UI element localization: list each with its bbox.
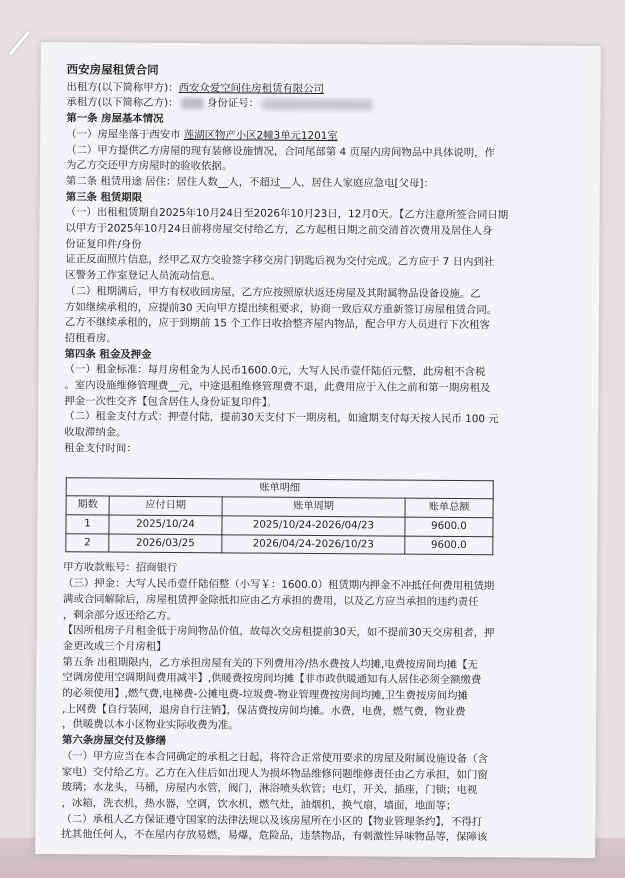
- section4-line5: 收取滞纳金。: [64, 426, 127, 439]
- col-bill-cycle: 账单周期: [222, 497, 405, 517]
- section5-line5: ，供暖费以本小区物业实际收费为准。: [62, 718, 239, 732]
- table-cell: 2: [66, 533, 109, 552]
- party-b-line: 承租方(以下简称乙方)： 身份证号：: [66, 96, 576, 115]
- deposit-line2: 满或合同解除后，房屋租赁押金除抵扣应由乙方承担的费用，以及乙方应当承担的违约责任: [62, 593, 479, 608]
- property-address: 莲湖区物产小区2幢3单元1201室: [183, 128, 338, 142]
- deposit-line1: （三）押金：大写人民币壹仟陆佰整（小写￥：1600.0）租赁期内押金不冲抵任何费用租赁期: [63, 577, 495, 593]
- table-cell: 1: [66, 515, 109, 534]
- bank-account-line: 甲方收款账号：招商银行: [63, 561, 178, 575]
- col-period: 期数: [66, 496, 109, 515]
- pen-mark: [9, 31, 31, 56]
- section5-line2: 空调房使用空调期间费用减半】,供暖费按房间均摊【非市政供暖通知有人居住必须全额缴费: [62, 671, 482, 687]
- section3-line6: （二）租期满后，甲方有权收回房屋，乙方应按照原状返还房屋及其附属物品设备设施。乙: [65, 285, 481, 300]
- billing-table-caption: 账单明细: [66, 477, 493, 499]
- section6-line6: 扰其他任何人，不在屋内存放易燃，易爆，危险品，违禁物品，有刺激性异味物品等，保障该: [61, 828, 488, 844]
- deposit-line3: ，剩余部分返还给乙方。: [62, 608, 178, 622]
- col-due-date: 应付日期: [109, 496, 222, 515]
- table-cell: 2026/03/25: [109, 534, 222, 553]
- section3-line7: 方如继续承租的，应提前30 天向甲方提出续租要求，协商一致后双方重新签订房屋租赁合同。: [64, 300, 498, 316]
- section4-line2: 。室内设施维修管理费__元，中途退租维修管理费不退，此费用应于入住之前和第一期房租及: [64, 379, 491, 395]
- section3-line3: 份证复印件/身份: [65, 237, 142, 251]
- section5-line3: 的必须使用】,燃气费,电梯费-公摊电费-垃圾费-物业管理费按房间均摊,卫生费按房间均摊: [62, 687, 468, 703]
- redacted-name: [182, 98, 204, 109]
- section2-line: 第二条 租赁用途 居住：居住人数__人，不超过__人，居住人家庭应急电[父母]：: [65, 175, 434, 190]
- document-title: 西安房屋租赁合同: [66, 62, 159, 77]
- deposit-line4: 【因所租房子月租金低于房间物品价值，故每次交房租提前30天，如不提前30天交房租者，押: [62, 624, 495, 640]
- section3-line8: 乙方不继续承租的，应于到期前 15 个工作日收拾整齐屋内物品，配合甲方人员进行下次租客: [64, 316, 490, 332]
- party-a-line: 出租方(以下简称甲方)：西安众爱空间住房租赁有限公司: [66, 80, 325, 95]
- section3-line1: （一）出租租赁期自2025年10月24日至2026年10月23日，12月0天。【乙方注意所签合同日期: [65, 206, 509, 222]
- section6-line1: （一）甲方应当在本合同确定的承租之日起，将符合正常使用要求的房屋及附属设施设备（含: [61, 750, 488, 766]
- table-row: [66, 533, 493, 555]
- party-a-name: 西安众爱空间住房租赁有限公司: [178, 81, 325, 95]
- table-cell: 2026/04/24-2026/10/23: [222, 535, 405, 555]
- section6-line2: 家电）交付给乙方。乙方在入住后如出现人为损坏物品维修问题维修责任由乙方承担，如门窗: [61, 765, 488, 781]
- section6-line4: ，冰箱，洗衣机，热水器，空调，饮水机，燃气灶，油烟机，换气扇，墙面，地面等；: [61, 797, 457, 812]
- section5-line1: 第五条 出租期限内，乙方承担房屋有关的下列费用冷/热水费按人均摊,电费按房间均摊【无: [62, 655, 478, 671]
- section6-line3: 玻璃；水龙头，马桶，房屋内水管，阀门，淋浴喷头软管；电灯，开关，插座，门锁；电视: [61, 781, 478, 797]
- section4-line1: （一）租金标准：每月房租金为人民币1600.0元，大写人民币壹仟陆佰元整，此房租不含税: [64, 363, 486, 379]
- contract-page: [35, 42, 601, 858]
- section4-line3: 押金一次性交齐【包含居住人身份证复印件】。: [64, 394, 278, 409]
- section4-line4: （二）租金支付方式：押壹付陆，提前30天支付下一期房租，如逾期支付每天按人民币 100 元: [64, 410, 499, 426]
- table-cell: 9600.0: [405, 517, 493, 536]
- section1-heading: 第一条 房屋基本情况: [66, 112, 164, 126]
- table-cell: 2025/10/24: [109, 515, 222, 534]
- table-cell: 2025/10/24-2026/04/23: [222, 516, 405, 536]
- table-cell: 9600.0: [405, 536, 493, 555]
- section6-line5: （二）承租人乙方保证遵守国家的法律法规以及该房屋所在小区的【物业管理条约】，不得打: [61, 812, 483, 828]
- section3-line9: 招租看房。: [64, 332, 117, 345]
- deposit-line5: 金更改成三个月房租】: [62, 640, 167, 653]
- col-bill-total: 账单总额: [405, 498, 493, 517]
- section3-line4: 证正反面照片信息，经甲乙双方交验签字移交房门钥匙后视为交付完成。乙方应于 7 日内到社: [65, 253, 495, 269]
- redacted-id-number: [262, 99, 372, 111]
- section3-line5: 区警务工作室登记人员流动信息。: [65, 269, 222, 283]
- section4-line6: 租金支付时间：: [63, 442, 137, 455]
- section1-line1: （一）房屋坐落于西安市 莲湖区物产小区2幢3单元1201室: [66, 128, 338, 142]
- billing-table: [65, 477, 494, 556]
- section3-heading: 第三条 租赁期限: [65, 190, 143, 204]
- section1-line3: 为乙方交还甲方房屋时的验收依据。: [65, 159, 233, 173]
- section5-line4: ,上网费【自行装网，退房自行注销】，保洁费按房间均摊。水费，电费，燃气费，物业费: [62, 702, 466, 718]
- section6-heading: 第六条房屋交付及修缮: [61, 734, 166, 748]
- section3-line2: 以甲方于2025年10月24日前将房屋交付给乙方，乙方起租日期之前交清首次费用及居住人身: [65, 222, 493, 238]
- section1-line2: （二）甲方提供乙方房屋的现有装修设施情况，合同尾部第 4 页屋内房间物品中具体说明，作: [66, 143, 495, 159]
- section4-heading: 第四条 租金及押金: [64, 347, 152, 361]
